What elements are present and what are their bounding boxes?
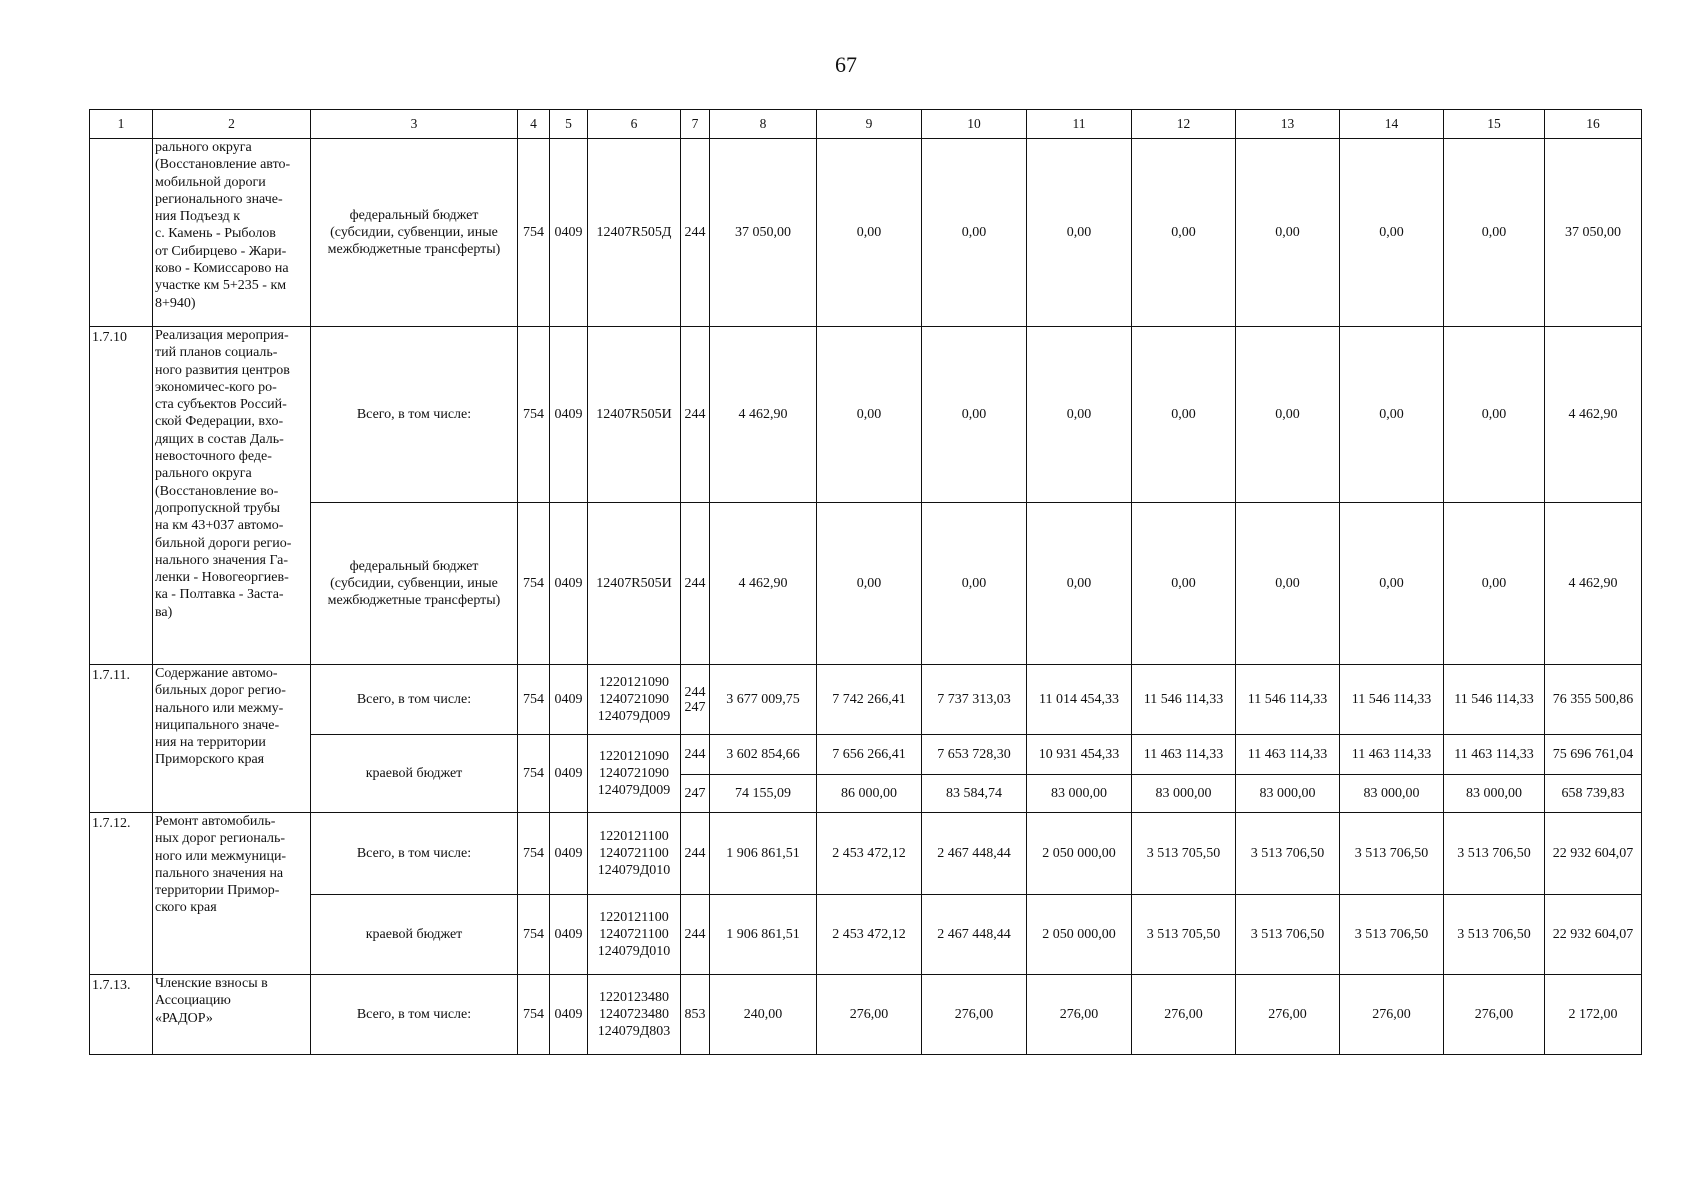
csr-code: 1220123480 1240723480 124079Д803 [588,975,681,1055]
header-row [90,110,1642,139]
item-name [153,327,311,665]
name-line: нального или межму- [155,700,284,716]
value-col-11: 0,00 [1027,327,1132,503]
grbs-code: 754 [518,139,550,327]
name-line: Ассоциацию [155,993,231,1009]
value-col-11: 2 050 000,00 [1027,813,1132,895]
name-line: Реализация мероприя- [155,328,289,343]
rzpr-code: 0409 [550,327,588,503]
value-col-16: 76 355 500,86 [1545,665,1642,735]
value-col-15: 276,00 [1444,975,1545,1055]
value-col-13: 0,00 [1236,139,1340,327]
page-number: 67 [835,52,857,77]
csr-code: 12407R505И [588,503,681,665]
source-cell: Всего, в том числе: [311,327,518,503]
value-col-9: 0,00 [817,327,922,503]
name-line: Ремонт автомобиль- [155,814,276,829]
value-col-15: 11 463 114,33 [1444,735,1545,775]
value-col-8: 37 050,00 [710,139,817,327]
vr-code: 244 [681,813,710,895]
name-line: ниципального значе- [155,717,280,733]
value-col-11: 0,00 [1027,503,1132,665]
value-col-12: 0,00 [1132,139,1236,327]
item-number [90,139,153,327]
value-col-10: 0,00 [922,139,1027,327]
value-col-10: 2 467 448,44 [922,813,1027,895]
vr-code: 244 247 [681,665,710,735]
value-col-16: 37 050,00 [1545,139,1642,327]
csr-code: 12407R505И [588,327,681,503]
header-col-9: 9 [817,110,922,139]
grbs-code: 754 [518,895,550,975]
name-line: мобильной дороги [155,174,266,190]
name-line: участке км 5+235 - км [155,278,287,294]
grbs-code: 754 [518,813,550,895]
item-number: 1.7.12. [90,813,153,975]
name-line: тий планов социаль- [155,345,278,361]
value-col-9: 0,00 [817,139,922,327]
value-col-11: 10 931 454,33 [1027,735,1132,775]
value-col-13: 0,00 [1236,503,1340,665]
name-line: (Восстановление авто- [155,157,291,173]
csr-code: 1220121090 1240721090 124079Д009 [588,665,681,735]
rzpr-code: 0409 [550,139,588,327]
rzpr-code: 0409 [550,665,588,735]
value-col-13: 3 513 706,50 [1236,895,1340,975]
value-col-14: 11 546 114,33 [1340,665,1444,735]
value-col-9: 86 000,00 [817,775,922,813]
name-line: ва) [155,604,173,620]
value-col-16: 4 462,90 [1545,327,1642,503]
value-col-15: 83 000,00 [1444,775,1545,813]
value-col-9: 2 453 472,12 [817,895,922,975]
item-name [153,139,311,327]
name-line: (Восстановление во- [155,483,279,499]
value-col-9: 0,00 [817,503,922,665]
value-col-8: 4 462,90 [710,327,817,503]
value-col-13: 83 000,00 [1236,775,1340,813]
rzpr-code: 0409 [550,975,588,1055]
grbs-code: 754 [518,975,550,1055]
value-col-16: 4 462,90 [1545,503,1642,665]
csr-code: 1220121090 1240721090 124079Д009 [588,735,681,813]
value-col-15: 0,00 [1444,139,1545,327]
value-col-10: 276,00 [922,975,1027,1055]
name-line: нального значения Га- [155,552,289,568]
value-col-13: 276,00 [1236,975,1340,1055]
name-line: 8+940) [155,295,196,311]
name-line: дящих в состав Даль- [155,431,284,447]
name-line: территории Примор- [155,883,280,899]
name-line: от Сибирцево - Жари- [155,243,287,259]
name-line: пального значения на [155,865,284,881]
header-col-2: 2 [153,110,311,139]
value-col-11: 0,00 [1027,139,1132,327]
table-row [90,813,1642,895]
name-line: ного развития центров [155,362,290,378]
header-col-4: 4 [518,110,550,139]
value-col-12: 3 513 705,50 [1132,895,1236,975]
header-col-1: 1 [90,110,153,139]
name-line: ка - Полтавка - Заста- [155,587,284,603]
item-name [153,813,311,975]
header-col-8: 8 [710,110,817,139]
value-col-14: 11 463 114,33 [1340,735,1444,775]
value-col-12: 11 546 114,33 [1132,665,1236,735]
table-row [90,665,1642,735]
value-col-14: 83 000,00 [1340,775,1444,813]
value-col-8: 4 462,90 [710,503,817,665]
value-col-13: 0,00 [1236,327,1340,503]
name-line: ленки - Новогеоргиев- [155,570,289,586]
grbs-code: 754 [518,735,550,813]
value-col-12: 0,00 [1132,327,1236,503]
csr-code: 12407R505Д [588,139,681,327]
source-cell: Всего, в том числе: [311,975,518,1055]
vr-code: 244 [681,735,710,775]
table-row [90,327,1642,503]
item-name [153,975,311,1055]
name-line: бильной дороги регио- [155,535,292,551]
rzpr-code: 0409 [550,735,588,813]
value-col-8: 3 677 009,75 [710,665,817,735]
value-col-14: 0,00 [1340,327,1444,503]
value-col-15: 0,00 [1444,503,1545,665]
item-number: 1.7.11. [90,665,153,813]
header-col-11: 11 [1027,110,1132,139]
value-col-14: 3 513 706,50 [1340,895,1444,975]
vr-code: 244 [681,327,710,503]
name-line: ного или межмуници- [155,848,287,864]
name-line: Содержание автомо- [155,666,278,681]
table-row [90,139,1642,327]
value-col-14: 0,00 [1340,503,1444,665]
value-col-8: 1 906 861,51 [710,895,817,975]
table-row [90,735,1642,775]
value-col-14: 0,00 [1340,139,1444,327]
source-cell: краевой бюджет [311,735,518,813]
value-col-13: 11 546 114,33 [1236,665,1340,735]
value-col-12: 83 000,00 [1132,775,1236,813]
table-row [90,895,1642,975]
source-cell: федеральный бюджет (субсидии, субвенции, иные межбюджетные трансферты) [311,139,518,327]
value-col-13: 3 513 706,50 [1236,813,1340,895]
grbs-code: 754 [518,503,550,665]
value-col-15: 3 513 706,50 [1444,895,1545,975]
vr-code: 244 [681,895,710,975]
name-line: ково - Комиссарово на [155,261,289,277]
source-cell: Всего, в том числе: [311,665,518,735]
rzpr-code: 0409 [550,813,588,895]
header-col-14: 14 [1340,110,1444,139]
name-line: рального округа [155,466,252,482]
name-line: с. Камень - Рыболов [155,226,276,242]
item-number: 1.7.10 [90,327,153,665]
value-col-8: 74 155,09 [710,775,817,813]
item-number: 1.7.13. [90,975,153,1055]
header-col-3: 3 [311,110,518,139]
value-col-15: 3 513 706,50 [1444,813,1545,895]
value-col-12: 3 513 705,50 [1132,813,1236,895]
value-col-16: 658 739,83 [1545,775,1642,813]
name-line: Членские взносы в [155,976,268,991]
header-col-5: 5 [550,110,588,139]
name-line: ского края [155,900,217,916]
value-col-11: 83 000,00 [1027,775,1132,813]
name-line: невосточного феде- [155,449,272,465]
header-col-16: 16 [1545,110,1642,139]
vr-code: 244 [681,139,710,327]
value-col-8: 3 602 854,66 [710,735,817,775]
value-col-15: 11 546 114,33 [1444,665,1545,735]
header-col-12: 12 [1132,110,1236,139]
item-name [153,665,311,813]
name-line: допропускной трубы [155,500,281,516]
value-col-9: 2 453 472,12 [817,813,922,895]
header-col-15: 15 [1444,110,1545,139]
value-col-14: 3 513 706,50 [1340,813,1444,895]
header-col-10: 10 [922,110,1027,139]
name-line: «РАДОР» [155,1010,213,1026]
value-col-12: 11 463 114,33 [1132,735,1236,775]
value-col-10: 0,00 [922,327,1027,503]
value-col-16: 22 932 604,07 [1545,895,1642,975]
grbs-code: 754 [518,665,550,735]
name-line: ных дорог региональ- [155,831,286,847]
name-line: регионального значе- [155,191,283,207]
csr-code: 1220121100 1240721100 124079Д010 [588,895,681,975]
value-col-10: 83 584,74 [922,775,1027,813]
value-col-15: 0,00 [1444,327,1545,503]
source-cell: федеральный бюджет (субсидии, субвенции, иные межбюджетные трансферты) [311,503,518,665]
value-col-13: 11 463 114,33 [1236,735,1340,775]
value-col-12: 276,00 [1132,975,1236,1055]
table-row [90,975,1642,1055]
grbs-code: 754 [518,327,550,503]
name-line: ния на территории [155,735,266,751]
value-col-16: 22 932 604,07 [1545,813,1642,895]
value-col-9: 276,00 [817,975,922,1055]
value-col-8: 1 906 861,51 [710,813,817,895]
source-cell: краевой бюджет [311,895,518,975]
value-col-10: 0,00 [922,503,1027,665]
rzpr-code: 0409 [550,895,588,975]
vr-code: 853 [681,975,710,1055]
header-col-7: 7 [681,110,710,139]
value-col-14: 276,00 [1340,975,1444,1055]
rzpr-code: 0409 [550,503,588,665]
value-col-10: 7 653 728,30 [922,735,1027,775]
source-cell: Всего, в том числе: [311,813,518,895]
vr-code: 244 [681,503,710,665]
value-col-11: 11 014 454,33 [1027,665,1132,735]
csr-code: 1220121100 1240721100 124079Д010 [588,813,681,895]
name-line: ния Подъезд к [155,209,241,225]
table-row [90,503,1642,665]
value-col-10: 7 737 313,03 [922,665,1027,735]
name-line: рального округа [155,140,252,155]
budget-table [89,109,1642,1055]
value-col-11: 276,00 [1027,975,1132,1055]
name-line: экономичес-кого ро- [155,379,277,395]
name-line: Приморского края [155,752,265,768]
value-col-10: 2 467 448,44 [922,895,1027,975]
value-col-9: 7 656 266,41 [817,735,922,775]
value-col-12: 0,00 [1132,503,1236,665]
name-line: на км 43+037 автомо- [155,518,284,534]
vr-code: 247 [681,775,710,813]
value-col-11: 2 050 000,00 [1027,895,1132,975]
name-line: ской Федерации, вхо- [155,414,284,430]
name-line: ста субъектов Россий- [155,397,287,413]
value-col-16: 2 172,00 [1545,975,1642,1055]
value-col-9: 7 742 266,41 [817,665,922,735]
header-col-13: 13 [1236,110,1340,139]
name-line: бильных дорог регио- [155,683,286,699]
value-col-8: 240,00 [710,975,817,1055]
header-col-6: 6 [588,110,681,139]
value-col-16: 75 696 761,04 [1545,735,1642,775]
